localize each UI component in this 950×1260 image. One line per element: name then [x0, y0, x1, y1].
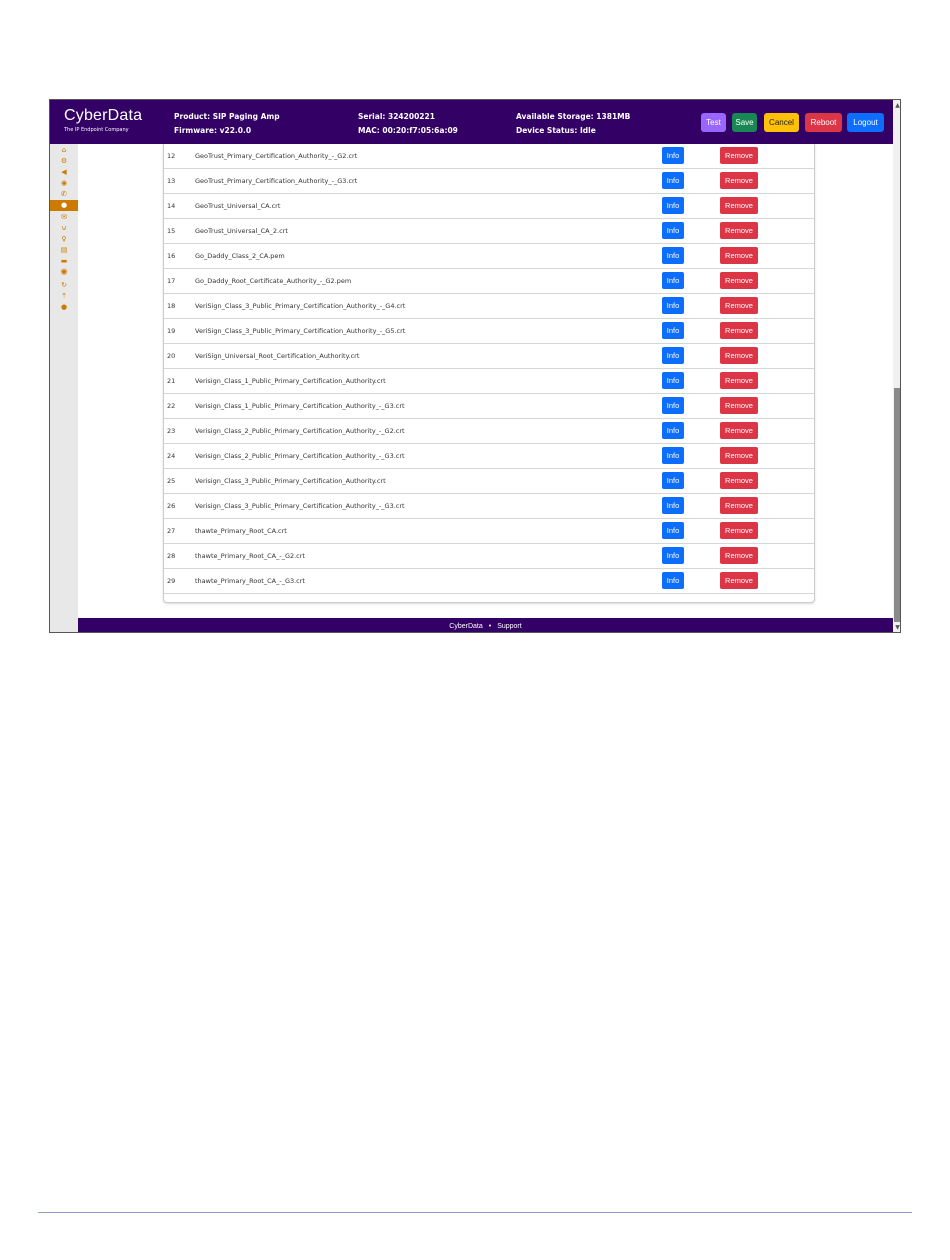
info-button[interactable]: Info [662, 147, 684, 164]
cert-filename: Verisign_Class_2_Public_Primary_Certification_Authority_-_G2.crt [195, 427, 405, 435]
info-button[interactable]: Info [662, 522, 684, 539]
home-icon[interactable]: ⌂ [61, 145, 67, 154]
scroll-down-arrow-icon[interactable]: ▼ [895, 624, 900, 631]
sip-icon[interactable]: ◉ [60, 178, 68, 187]
cert-filename: GeoTrust_Universal_CA_2.crt [195, 227, 288, 235]
footer-support-link[interactable]: Support [497, 622, 522, 630]
row-number: 22 [167, 402, 176, 410]
info-button[interactable]: Info [662, 547, 684, 564]
cert-filename: GeoTrust_Primary_Certification_Authority_-_G3.crt [195, 177, 358, 185]
info-button[interactable]: Info [662, 372, 684, 389]
table-row [164, 144, 814, 169]
cert-filename: Go_Daddy_Root_Certificate_Authority_-_G2.pem [195, 277, 352, 285]
remove-button[interactable]: Remove [720, 297, 758, 314]
remove-button[interactable]: Remove [720, 572, 758, 589]
bullhorn-icon[interactable]: ✉ [61, 212, 67, 221]
cert-filename: thawte_Primary_Root_CA_-_G2.crt [195, 552, 305, 560]
remove-button[interactable]: Remove [720, 497, 758, 514]
row-number: 23 [167, 427, 176, 435]
table-row [164, 219, 814, 244]
table-row [164, 269, 814, 294]
table-row [164, 194, 814, 219]
info-button[interactable]: Info [662, 247, 684, 264]
test-button[interactable]: Test [701, 113, 726, 132]
app-header [50, 100, 893, 144]
cert-filename: thawte_Primary_Root_CA_-_G3.crt [195, 577, 305, 585]
cert-filename: Verisign_Class_1_Public_Primary_Certification_Authority_-_G3.crt [195, 402, 405, 410]
remove-button[interactable]: Remove [720, 322, 758, 339]
info-button[interactable]: Info [662, 397, 684, 414]
cert-filename: Go_Daddy_Class_2_CA.pem [195, 252, 285, 260]
remove-button[interactable]: Remove [720, 372, 758, 389]
table-row [164, 169, 814, 194]
row-number: 21 [167, 377, 176, 385]
remove-button[interactable]: Remove [720, 247, 758, 264]
row-number: 26 [167, 502, 176, 510]
table-row [164, 344, 814, 369]
info-button[interactable]: Info [662, 497, 684, 514]
info-button[interactable]: Info [662, 322, 684, 339]
cert-filename: GeoTrust_Universal_CA.crt [195, 202, 281, 210]
lightbulb-icon[interactable]: ♀ [61, 234, 67, 243]
user-icon[interactable]: ● [60, 302, 68, 311]
row-number: 29 [167, 577, 176, 585]
cogs-icon[interactable]: ⚙ [60, 156, 68, 165]
row-number: 28 [167, 552, 176, 560]
row-number: 18 [167, 302, 176, 310]
main-content [78, 144, 893, 618]
cancel-button[interactable]: Cancel [764, 113, 799, 132]
remove-button[interactable]: Remove [720, 397, 758, 414]
sidebar [50, 144, 78, 633]
remove-button[interactable]: Remove [720, 522, 758, 539]
info-button[interactable]: Info [662, 472, 684, 489]
remove-button[interactable]: Remove [720, 172, 758, 189]
table-row [164, 369, 814, 394]
serial-number: Serial: 324200221 [358, 112, 435, 121]
info-button[interactable]: Info [662, 222, 684, 239]
cert-filename: VeriSign_Universal_Root_Certification_Authority.crt [195, 352, 360, 360]
row-number: 16 [167, 252, 176, 260]
table-row [164, 244, 814, 269]
magnet-icon[interactable]: ⊍ [61, 223, 67, 232]
row-number: 25 [167, 477, 176, 485]
browser-frame [49, 99, 901, 633]
row-number: 13 [167, 177, 176, 185]
document-icon[interactable]: ▤ [60, 245, 68, 254]
info-button[interactable]: Info [662, 447, 684, 464]
scroll-thumb[interactable] [894, 388, 901, 622]
available-storage: Available Storage: 1381MB [516, 112, 631, 121]
page-divider [38, 1212, 912, 1213]
cert-filename: Verisign_Class_3_Public_Primary_Certification_Authority.crt [195, 477, 386, 485]
circle-icon[interactable]: ● [50, 200, 78, 211]
info-button[interactable]: Info [662, 347, 684, 364]
flag-icon[interactable]: ▬ [60, 256, 68, 265]
table-row [164, 444, 814, 469]
cert-filename: Verisign_Class_3_Public_Primary_Certification_Authority_-_G3.crt [195, 502, 405, 510]
row-number: 24 [167, 452, 176, 460]
info-button[interactable]: Info [662, 572, 684, 589]
table-row [164, 569, 814, 594]
upload-icon[interactable]: ⤒ [62, 291, 66, 300]
cert-filename: thawte_Primary_Root_CA.crt [195, 527, 287, 535]
info-button[interactable]: Info [662, 197, 684, 214]
cert-filename: VeriSign_Class_3_Public_Primary_Certification_Authority_-_G4.crt [195, 302, 406, 310]
remove-button[interactable]: Remove [720, 347, 758, 364]
table-row [164, 469, 814, 494]
remove-button[interactable]: Remove [720, 422, 758, 439]
reboot-button[interactable]: Reboot [805, 113, 842, 132]
device-status: Device Status: Idle [516, 126, 596, 135]
info-button[interactable]: Info [662, 297, 684, 314]
row-number: 27 [167, 527, 176, 535]
save-button[interactable]: Save [732, 113, 757, 132]
remove-button[interactable]: Remove [720, 197, 758, 214]
table-row [164, 319, 814, 344]
cert-filename: Verisign_Class_2_Public_Primary_Certification_Authority_-_G3.crt [195, 452, 405, 460]
phone-icon[interactable]: ✆ [61, 189, 67, 198]
remove-button[interactable]: Remove [720, 272, 758, 289]
row-number: 14 [167, 202, 176, 210]
logout-button[interactable]: Logout [847, 113, 884, 132]
table-row [164, 519, 814, 544]
volume-icon[interactable]: ◀ [61, 167, 67, 176]
logo-tagline: The IP Endpoint Company [64, 127, 129, 133]
info-button[interactable]: Info [662, 422, 684, 439]
row-number: 19 [167, 327, 176, 335]
remove-button[interactable]: Remove [720, 547, 758, 564]
cert-filename: GeoTrust_Primary_Certification_Authority_-_G2.crt [195, 152, 358, 160]
row-number: 12 [167, 152, 176, 160]
table-row [164, 419, 814, 444]
vertical-scrollbar[interactable] [893, 100, 901, 633]
mac-address: MAC: 00:20:f7:05:6a:09 [358, 126, 458, 135]
table-row [164, 294, 814, 319]
certificate-table [163, 144, 815, 603]
refresh-icon[interactable]: ↻ [61, 280, 67, 289]
info-button[interactable]: Info [662, 172, 684, 189]
cert-filename: Verisign_Class_1_Public_Primary_Certification_Authority.crt [195, 377, 386, 385]
footer-separator: • [488, 622, 492, 630]
remove-button[interactable]: Remove [720, 472, 758, 489]
footer-cyberdata-link[interactable]: CyberData [449, 622, 483, 630]
table-row [164, 494, 814, 519]
remove-button[interactable]: Remove [720, 222, 758, 239]
table-row [164, 544, 814, 569]
sun-icon[interactable]: ✺ [60, 267, 68, 278]
info-button[interactable]: Info [662, 272, 684, 289]
firmware-version: Firmware: v22.0.0 [174, 126, 252, 135]
row-number: 15 [167, 227, 176, 235]
app-footer [78, 618, 893, 633]
logo-text[interactable]: CyberData [64, 107, 143, 124]
remove-button[interactable]: Remove [720, 147, 758, 164]
row-number: 17 [167, 277, 176, 285]
table-row [164, 394, 814, 419]
product-name: Product: SIP Paging Amp [174, 112, 280, 121]
scroll-up-arrow-icon[interactable]: ▲ [895, 102, 900, 109]
row-number: 20 [167, 352, 176, 360]
cert-filename: VeriSign_Class_3_Public_Primary_Certification_Authority_-_G5.crt [195, 327, 406, 335]
remove-button[interactable]: Remove [720, 447, 758, 464]
